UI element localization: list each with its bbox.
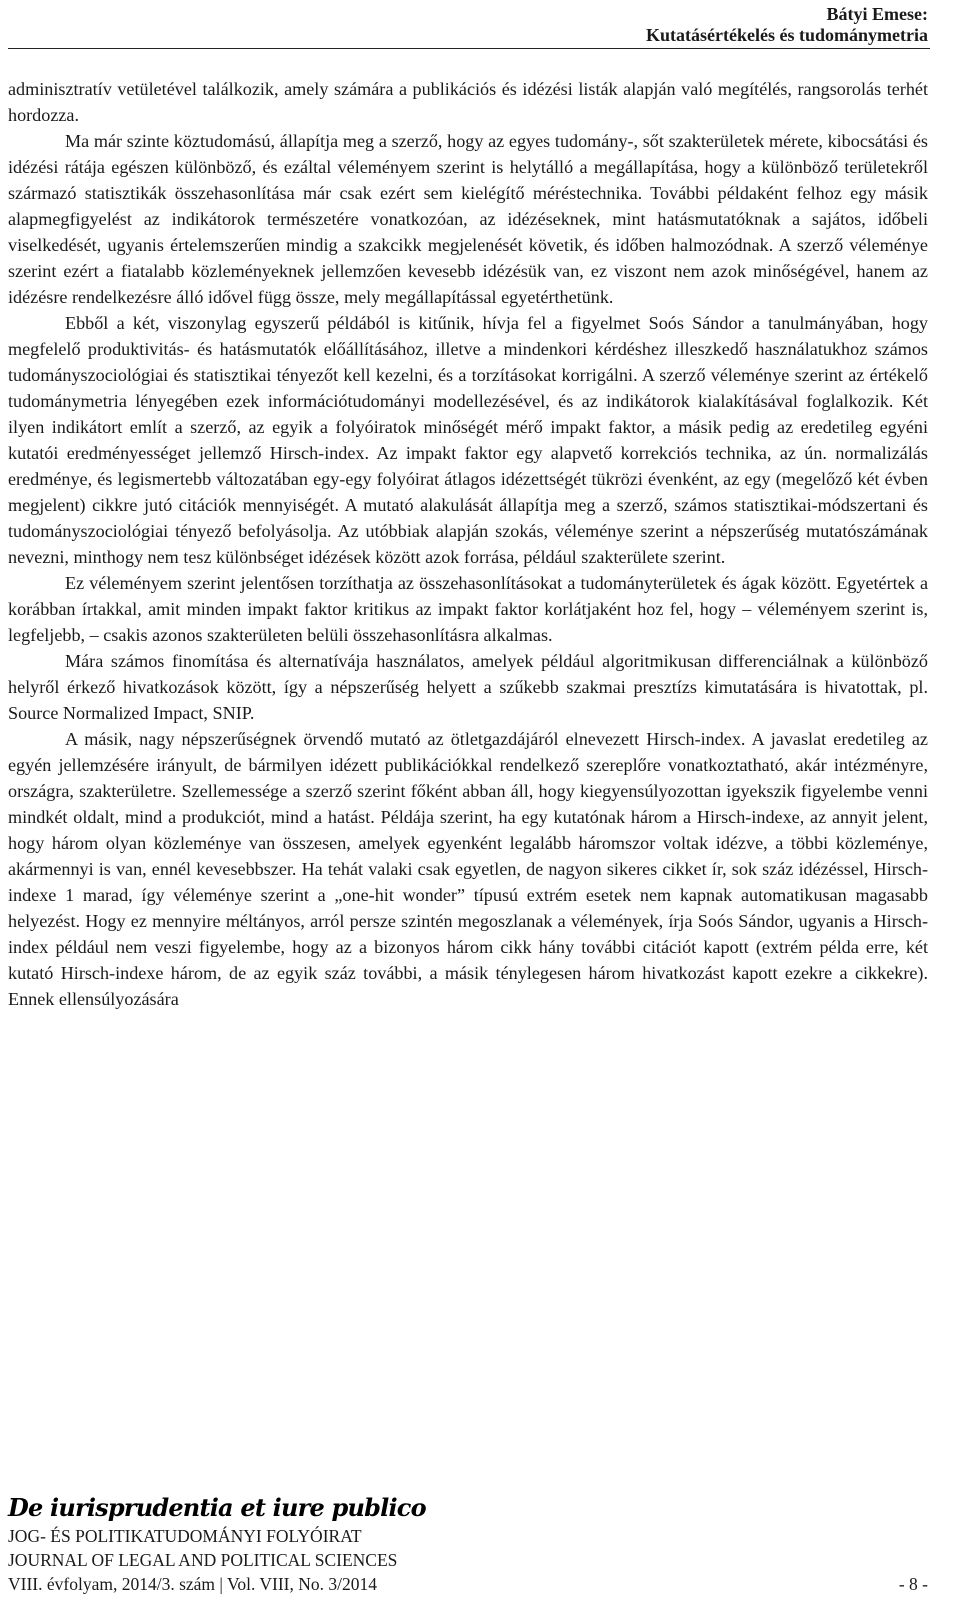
- journal-subtitle-en: JOURNAL OF LEGAL AND POLITICAL SCIENCES: [8, 1550, 398, 1570]
- paragraph: Mára számos finomítása és alternatívája használatos, amelyek például algoritmikusan differenciálnak a különböző helyről érkező hivatkozások között, így a népszerűség helyett a szűkebb szakmai presztízs kimutatására is hivatottak, pl. Source Normalized Impact, SNIP.: [8, 651, 928, 723]
- article-body: [8, 76, 928, 1012]
- header-author: Bátyi Emese:: [826, 4, 928, 24]
- paragraph: A másik, nagy népszerűségnek örvendő mutató az ötletgazdájáról elnevezett Hirsch-index. A javaslat eredetileg az egyén jellemzésére irányult, de bármilyen idézett publikációkkal rendelkező szereplőre vonatkoztatható, akár intézményre, országra, szakterületre. Szellemessége a szerző szerint főként abban áll, hogy kiegyensúlyozottan igyekszik figyelembe venni mindkét oldalt, mind a produkciót, mind a hatást. Példája szerint, ha egy kutatónak három a Hirsch-indexe, az annyit jelent, hogy három olyan közleménye van összesen, amelyek egyenként legalább háromszor voltak idézve, a többi közleménye, akármennyi is van, ennél kevesebbszer. Ha tehát valaki csak egyetlen, de nagyon sikeres cikket ír, sok száz idézéssel, Hirsch-indexe 1 marad, így véleménye szerint a „one-hit wonder” típusú extrém esetek nem kapnak automatikusan magasabb helyezést. Hogy ez mennyire méltányos, arról persze szintén megoszlanak a vélemények, írja Soós Sándor, ugyanis a Hirsch-index például nem veszi figyelembe, hogy az a bizonyos három cikk hány további citációt kapott (extrém példa erre, két kutató Hirsch-indexe három, de az egyik száz további, a másik ténylegesen három hivatkozást kapott ezekre a cikkekre). Ennek ellensúlyozására: [8, 729, 928, 1009]
- journal-subtitle-hu: JOG- ÉS POLITIKATUDOMÁNYI FOLYÓIRAT: [8, 1526, 362, 1546]
- running-header: [646, 4, 928, 46]
- header-rule: [8, 48, 930, 49]
- paragraph: Ebből a két, viszonylag egyszerű példából is kitűnik, hívja fel a figyelmet Soós Sándor a tanulmányában, hogy megfelelő produktivitás- és hatásmutatók előállításához, illetve a mindenkori kérdéshez illeszkedő használatukhoz számos tudományszociológiai és statisztikai tényezőt kell kezelni, és a torzításokat korrigálni. A szerző véleménye szerint az értékelő tudománymetria lényegében ezek információtudományi modellezésével, és az indikátorok kialakításával foglalkozik. Két ilyen indikátort említ a szerző, az egyik a folyóiratok minőségét mérő impakt faktor, a másik pedig az eredetileg egyéni kutatói eredményességet jellemző Hirsch-index. Az impakt faktor egy alapvető korrekciós technika, az ún. normalizálás eredménye, és legismertebb változatában egy-egy folyóirat átlagos idézettségét tükrözi évenként, az egy (megelőző két évben megjelent) cikkre jutó citációk mennyiségét. A mutató alakulását állapítja meg a szerző, számos statisztikai-módszertani és tudományszociológiai tényező befolyásolja. Az utóbbiak alapján szokás, véleménye szerint a népszerűség mutatószámának nevezni, minthogy nem tesz különbséget idézések között azok forrása, például szakterülete szerint.: [8, 313, 928, 567]
- paragraph: Ez véleményem szerint jelentősen torzíthatja az összehasonlításokat a tudományterületek és ágak között. Egyetértek a korábban írtakkal, amit minden impakt faktor kritikus az impakt faktor korlátjaként hoz fel, hogy – véleményem szerint is, legfeljebb, – csakis azonos szakterületen belüli összehasonlításra alkalmas.: [8, 573, 928, 645]
- paragraph: Ma már szinte köztudomású, állapítja meg a szerző, hogy az egyes tudomány-, sőt szakterületek mérete, kibocsátási és idézési rátája egészen különböző, és ezáltal véleményem szerint is helytálló a megállapítása, hogy a különböző területekről származó statisztikák összehasonlítása már csak ezért sem kielégítő méréstechnika. További példaként felhoz egy másik alapmegfigyelést az indikátorok természetére vonatkozóan, az idézéseknek, mint hatásmutatóknak a sajátos, időbeli viselkedését, ugyanis értelemszerűen mindig a szakcikk megjelenését követik, és időben halmozódnak. A szerző véleménye szerint ezért a fiatalabb közleményeknek jellemzően kevesebb idézésük van, ez viszont nem azok minőségével, hanem az idézésre rendelkezésre álló idővel függ össze, mely megállapítással egyetérthetünk.: [8, 131, 928, 307]
- issue-info: VIII. évfolyam, 2014/3. szám | Vol. VIII, No. 3/2014: [8, 1574, 378, 1594]
- paragraph: adminisztratív vetületével találkozik, amely számára a publikációs és idézési listák alapján való megítélés, rangsorolás terhét hordozza.: [8, 79, 928, 125]
- journal-logo: De iurisprudentia et iure publico: [8, 1493, 426, 1522]
- page-footer: [8, 1492, 928, 1596]
- issue-line: [8, 1572, 928, 1596]
- page-number: - 8 -: [898, 1574, 928, 1594]
- header-title: Kutatásértékelés és tudománymetria: [646, 25, 928, 45]
